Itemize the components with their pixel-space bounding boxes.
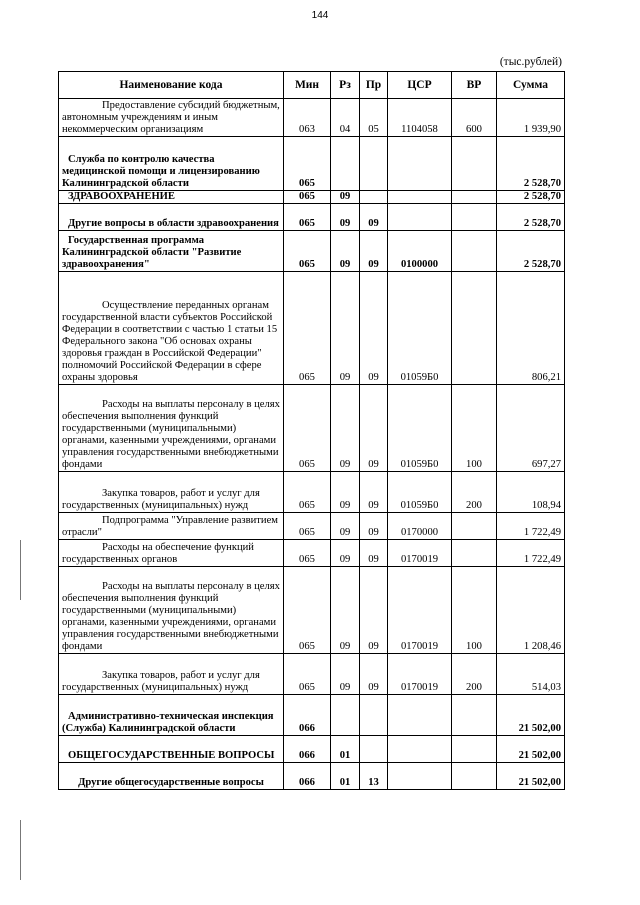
row-name: ОБЩЕГОСУДАРСТВЕННЫЕ ВОПРОСЫ [68, 750, 275, 761]
row-csr [388, 137, 452, 191]
row-pr: 05 [360, 99, 388, 137]
row-csr [388, 204, 452, 231]
scan-edge-mark [20, 820, 21, 880]
row-rz: 09 [331, 191, 360, 204]
row-vr [452, 137, 497, 191]
row-sum: 1 722,49 [497, 540, 565, 567]
table-row [59, 385, 565, 472]
page-number: 144 [311, 10, 329, 21]
row-sum: 21 502,00 [497, 763, 565, 790]
row-sum: 21 502,00 [497, 736, 565, 763]
row-min: 065 [284, 567, 331, 654]
row-pr: 09 [360, 272, 388, 385]
row-name: Государственная программа Калининградской области "Развитие здравоохранения" [62, 235, 242, 270]
row-rz: 09 [331, 567, 360, 654]
row-rz: 09 [331, 654, 360, 695]
budget-table [58, 71, 565, 790]
header-vr: ВР [452, 72, 497, 99]
row-vr [452, 513, 497, 540]
row-min: 065 [284, 137, 331, 191]
table-row [59, 695, 565, 736]
row-csr: 01059Б0 [388, 472, 452, 513]
row-sum: 2 528,70 [497, 191, 565, 204]
row-csr: 0170019 [388, 540, 452, 567]
row-min: 065 [284, 540, 331, 567]
row-name: ЗДРАВООХРАНЕНИЕ [68, 191, 175, 202]
header-csr: ЦСР [388, 72, 452, 99]
row-min: 065 [284, 654, 331, 695]
row-csr: 1104058 [388, 99, 452, 137]
row-vr: 100 [452, 567, 497, 654]
row-pr: 09 [360, 231, 388, 272]
row-sum: 1 939,90 [497, 99, 565, 137]
row-pr: 09 [360, 513, 388, 540]
row-name: Осуществление переданных органам государственной власти субъектов Российской Федерации в соответствии с частью 1 статьи 15 Федерального закона "Об основах охраны здоровья граждан в Российской Федерации" полномочий Российской Федерации в сфере охраны здоровья [62, 300, 278, 383]
table-row [59, 540, 565, 567]
row-sum: 514,03 [497, 654, 565, 695]
row-csr [388, 191, 452, 204]
row-sum: 21 502,00 [497, 695, 565, 736]
table-row [59, 567, 565, 654]
row-name: Другие общегосударственные вопросы [78, 777, 264, 788]
row-csr: 0170000 [388, 513, 452, 540]
row-min: 065 [284, 272, 331, 385]
row-sum: 806,21 [497, 272, 565, 385]
row-min: 066 [284, 763, 331, 790]
row-csr: 0170019 [388, 654, 452, 695]
row-vr: 600 [452, 99, 497, 137]
table-row [59, 472, 565, 513]
row-name: Расходы на выплаты персоналу в целях обеспечения выполнения функций государственными (муниципальными) органами, казенными учреждениями, органами управления государственными внебюджетными фондами [62, 399, 280, 470]
row-vr [452, 736, 497, 763]
row-csr: 01059Б0 [388, 385, 452, 472]
row-pr: 09 [360, 385, 388, 472]
row-csr [388, 695, 452, 736]
row-vr: 100 [452, 385, 497, 472]
row-rz: 01 [331, 736, 360, 763]
row-sum: 2 528,70 [497, 137, 565, 191]
row-pr: 13 [360, 763, 388, 790]
row-sum: 2 528,70 [497, 231, 565, 272]
row-sum: 1 208,46 [497, 567, 565, 654]
row-pr: 09 [360, 204, 388, 231]
row-vr [452, 540, 497, 567]
row-rz: 09 [331, 513, 360, 540]
row-csr: 0170019 [388, 567, 452, 654]
row-sum: 108,94 [497, 472, 565, 513]
row-pr: 09 [360, 472, 388, 513]
header-rz: Рз [331, 72, 360, 99]
row-rz: 09 [331, 385, 360, 472]
row-rz: 09 [331, 272, 360, 385]
row-rz: 09 [331, 204, 360, 231]
row-vr [452, 231, 497, 272]
row-min: 065 [284, 231, 331, 272]
row-min: 063 [284, 99, 331, 137]
row-min: 065 [284, 204, 331, 231]
scan-edge-mark [20, 540, 21, 600]
table-row [59, 513, 565, 540]
table-row [59, 191, 565, 204]
row-sum: 1 722,49 [497, 513, 565, 540]
row-rz: 01 [331, 763, 360, 790]
row-pr [360, 736, 388, 763]
row-min: 066 [284, 695, 331, 736]
row-rz [331, 137, 360, 191]
header-min: Мин [284, 72, 331, 99]
unit-note: (тыс.рублей) [499, 56, 562, 68]
row-vr [452, 204, 497, 231]
row-csr [388, 763, 452, 790]
table-row [59, 654, 565, 695]
row-pr: 09 [360, 654, 388, 695]
row-sum: 697,27 [497, 385, 565, 472]
row-name: Закупка товаров, работ и услуг для государственных (муниципальных) нужд [62, 488, 260, 511]
table-header-row [59, 72, 565, 99]
row-name: Другие вопросы в области здравоохранения [68, 218, 279, 229]
row-name: Расходы на выплаты персоналу в целях обеспечения выполнения функций государственными (муниципальными) органами, казенными учреждениями, органами управления государственными внебюджетными фондами [62, 581, 280, 652]
header-sum: Сумма [497, 72, 565, 99]
table-row [59, 272, 565, 385]
row-pr: 09 [360, 567, 388, 654]
table-row [59, 231, 565, 272]
row-name: Расходы на обеспечение функций государственных органов [62, 542, 254, 565]
row-pr: 09 [360, 540, 388, 567]
row-csr: 01059Б0 [388, 272, 452, 385]
row-rz: 04 [331, 99, 360, 137]
row-vr: 200 [452, 654, 497, 695]
row-vr [452, 272, 497, 385]
row-min: 065 [284, 513, 331, 540]
row-pr [360, 695, 388, 736]
header-name: Наименование кода [59, 72, 284, 99]
row-vr [452, 191, 497, 204]
row-vr: 200 [452, 472, 497, 513]
row-pr [360, 137, 388, 191]
row-csr: 0100000 [388, 231, 452, 272]
table-row [59, 99, 565, 137]
row-pr [360, 191, 388, 204]
row-name: Административно-техническая инспекция (Служба) Калининградской области [62, 711, 274, 734]
row-rz: 09 [331, 472, 360, 513]
row-vr [452, 763, 497, 790]
table-row [59, 763, 565, 790]
row-min: 065 [284, 191, 331, 204]
row-rz [331, 695, 360, 736]
row-vr [452, 695, 497, 736]
header-pr: Пр [360, 72, 388, 99]
row-rz: 09 [331, 231, 360, 272]
row-csr [388, 736, 452, 763]
row-min: 065 [284, 385, 331, 472]
table-row [59, 204, 565, 231]
table-row [59, 137, 565, 191]
row-name: Служба по контролю качества медицинской помощи и лицензированию Калининградской области [62, 154, 260, 189]
table-row [59, 736, 565, 763]
row-sum: 2 528,70 [497, 204, 565, 231]
row-rz: 09 [331, 540, 360, 567]
row-name: Подпрограмма "Управление развитием отрасли" [62, 515, 278, 538]
row-min: 066 [284, 736, 331, 763]
row-name: Предоставление субсидий бюджетным, автономным учреждениям и иным некоммерческим организациям [62, 100, 280, 135]
row-name: Закупка товаров, работ и услуг для государственных (муниципальных) нужд [62, 670, 260, 693]
row-min: 065 [284, 472, 331, 513]
